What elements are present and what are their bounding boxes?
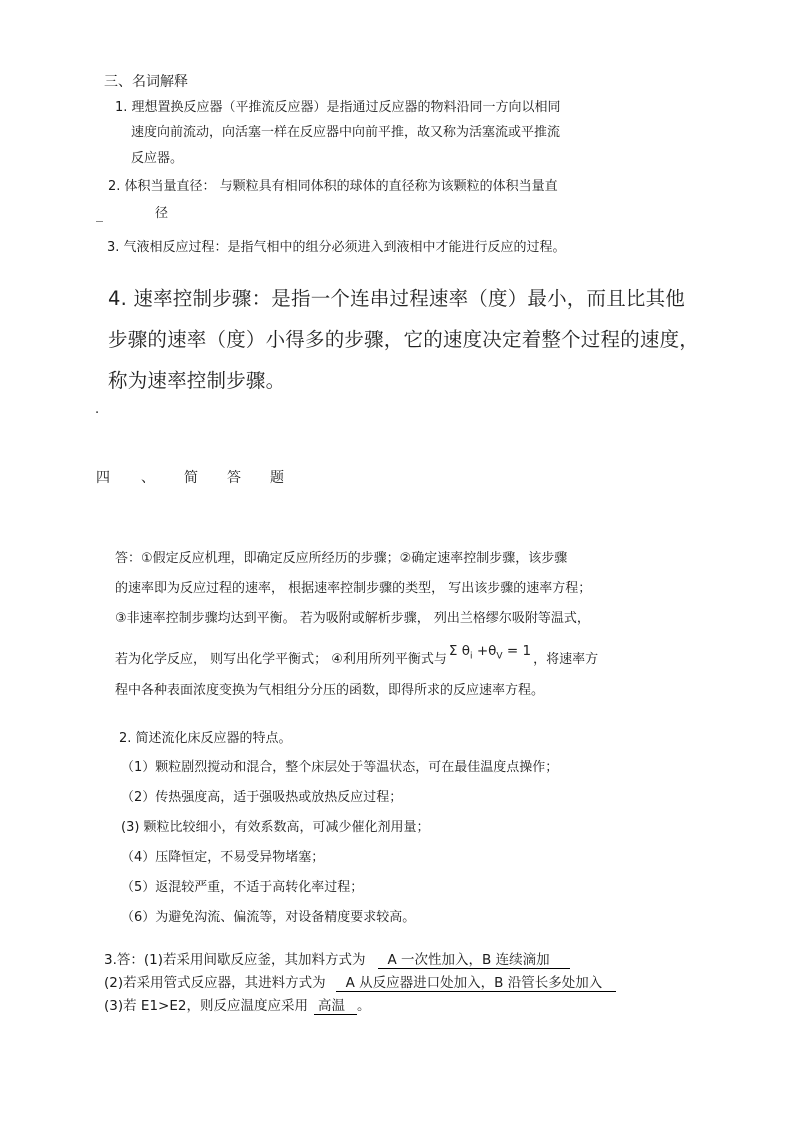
- question3-line3: [104, 994, 370, 1015]
- term4-line1: 4. 速率控制步骤：是指一个连串过程速率（度）最小，而且比其他: [108, 287, 686, 310]
- section4-title-char: 、: [141, 470, 155, 486]
- subscript-i: i: [470, 651, 473, 662]
- section4-title-char: 题: [270, 470, 284, 486]
- fill-blank-answer: 高温: [314, 999, 357, 1015]
- fill-blank-answer: A 一次性加入，B 连续滴加: [378, 953, 570, 969]
- answer1-line4-text: 若为化学反应， 则写出化学平衡式； ④利用所列平衡式与: [115, 652, 447, 667]
- equals-one: = 1: [506, 643, 532, 659]
- list-item: （4）压降恒定，不易受异物堵塞；: [121, 850, 325, 865]
- section4-title: [96, 467, 296, 487]
- term4-line3: 称为速率控制步骤。: [108, 369, 286, 392]
- section3-title: 三、名词解释: [104, 74, 188, 90]
- question2-title: 2. 简述流化床反应器的特点。: [119, 731, 292, 746]
- list-item: （6）为避免沟流、偏流等，对设备精度要求较高。: [121, 910, 416, 925]
- question3-line2-prefix: (2)若采用管式反应器，其进料方式为: [104, 975, 326, 991]
- term1-line1: 1. 理想置换反应器（平推流反应器）是指通过反应器的物料沿同一方向以相同: [115, 100, 561, 115]
- term1-line2: 速度向前流动，向活塞一样在反应器中向前平推，故又称为活塞流或平推流: [131, 125, 561, 140]
- question3-line3-suffix: 。: [356, 998, 371, 1014]
- sum-formula: [449, 643, 531, 662]
- answer1-line4: [115, 643, 599, 670]
- term4-line2: 步骤的速率（度）小得多的步骤，它的速度决定着整个过程的速度，: [108, 328, 700, 351]
- answer1-line4-tail: ，将速率方: [533, 652, 599, 667]
- list-item: （1）颗粒剧烈搅动和混合，整个床层处于等温状态，可在最佳温度点操作；: [121, 760, 559, 775]
- answer1-line3: ③非速率控制步骤均达到平衡。 若为吸附或解析步骤， 列出兰格缪尔吸附等温式，: [115, 611, 590, 626]
- fill-blank-answer: A 从反应器进口处加入，B 沿管长多处加入: [336, 976, 617, 992]
- question3-line1: [104, 948, 570, 969]
- answer1-line5: 程中各种表面浓度变换为气相组分分压的函数，即得所求的反应速率方程。: [115, 683, 545, 698]
- term2-line1: 2. 体积当量直径： 与颗粒具有相同体积的球体的直径称为该颗粒的体积当量直: [108, 179, 558, 194]
- question3-line2: [104, 971, 616, 992]
- subscript-v: V: [496, 651, 503, 662]
- section4-title-char: 简: [184, 470, 198, 486]
- question3-line1-prefix: 3.答：(1)若采用间歇反应釜，其加料方式为: [104, 952, 366, 968]
- answer1-line1: 答：①假定反应机理，即确定反应所经历的步骤；②确定速率控制步骤，该步骤: [115, 551, 568, 566]
- theta-symbol: θ: [461, 643, 471, 659]
- term3: 3. 气液相反应过程：是指气相中的组分必须进入到液相中才能进行反应的过程。: [107, 240, 566, 255]
- plus-theta: +θ: [476, 643, 497, 659]
- term1-line3: 反应器。: [131, 151, 184, 166]
- margin-mark: [96, 221, 103, 222]
- section4-title-char: 四: [96, 470, 110, 486]
- list-item: （5）返混较严重，不适于高转化率过程；: [121, 880, 364, 895]
- list-item: （2）传热强度高，适于强吸热或放热反应过程；: [121, 790, 403, 805]
- list-item: (3) 颗粒比较细小，有效系数高，可减少催化剂用量；: [121, 820, 430, 835]
- section4-title-char: 答: [227, 470, 241, 486]
- sum-symbol: Σ: [448, 643, 458, 659]
- answer1-line2: 的速率即为反应过程的速率， 根据速率控制步骤的类型， 写出该步骤的速率方程；: [115, 581, 592, 596]
- term2-line2: 径: [155, 206, 169, 221]
- stray-dot: .: [95, 402, 100, 417]
- question3-line3-prefix: (3)若 E1>E2，则反应温度应采用: [104, 998, 308, 1014]
